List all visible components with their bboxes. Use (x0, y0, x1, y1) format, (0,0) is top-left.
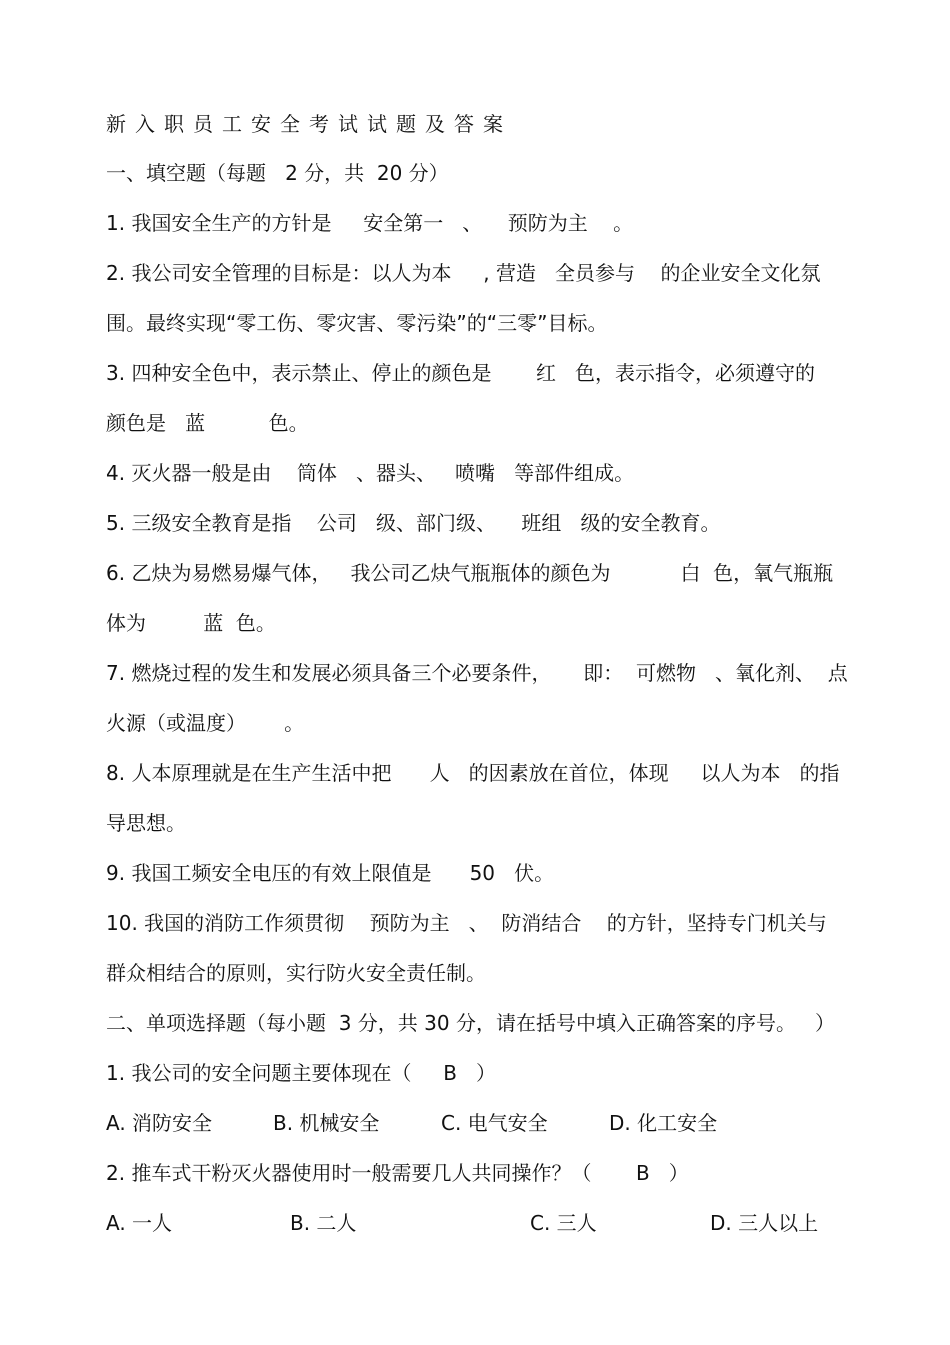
text-line: 7. 燃烧过程的发生和发展必须具备三个必要条件， 即： 可燃物 、氧化剂、 点 (106, 661, 848, 685)
text-line: 颜色是 蓝 色。 (106, 411, 309, 435)
question-text: 2. 推车式干粉灭火器使用时一般需要几人共同操作？（ B ） (106, 1161, 689, 1185)
text-line: 6. 乙炔为易燃易爆气体， 我公司乙炔气瓶瓶体的颜色为 白 色，氧气瓶瓶 (106, 561, 834, 585)
text-line: 导思想。 (106, 811, 186, 835)
text-line: 3. 四种安全色中，表示禁止、停止的颜色是 红 色，表示指令，必须遵守的 (106, 361, 816, 385)
text-line: 4. 灭火器一般是由 筒体 、器头、 喷嘴 等部件组成。 (106, 461, 635, 485)
section-heading-single-choice: 二、单项选择题（每小题 3 分，共 30 分，请在括号中填入正确答案的序号。 ） (106, 1011, 836, 1035)
option-a: A. 一人 (106, 1211, 173, 1235)
option-d: D. 化工安全 (609, 1111, 718, 1135)
text-line: 体为 蓝 色。 (106, 611, 276, 635)
text-line: 群众相结合的原则，实行防火安全责任制。 (106, 961, 486, 985)
text-line: 1. 我国安全生产的方针是 安全第一 、 预防为主 。 (106, 211, 634, 235)
option-d: D. 三人以上 (710, 1211, 819, 1235)
text-line: 2. 我公司安全管理的目标是：以人为本 , 营造 全员参与 的企业安全文化氛 (106, 261, 821, 285)
text-line: 9. 我国工频安全电压的有效上限值是 50 伏。 (106, 861, 555, 885)
option-b: B. 机械安全 (273, 1111, 380, 1135)
option-c: C. 三人 (530, 1211, 597, 1235)
text-line: 火源（或温度） 。 (106, 711, 305, 735)
text-line: 8. 人本原理就是在生产生活中把 人 的因素放在首位，体现 以人为本 的指 (106, 761, 840, 785)
text-line: 10. 我国的消防工作须贯彻 预防为主 、 防消结合 的方针，坚持专门机关与 (106, 911, 827, 935)
option-c: C. 电气安全 (441, 1111, 548, 1135)
document-title: 新入职员工安全考试试题及答案 (106, 112, 512, 136)
option-b: B. 二人 (290, 1211, 357, 1235)
text-line: 围。最终实现“零工伤、零灾害、零污染”的“三零”目标。 (106, 311, 608, 335)
section-heading-fill-blank: 一、填空题（每题 2 分，共 20 分） (106, 161, 449, 185)
text-line: 5. 三级安全教育是指 公司 级、部门级、 班组 级的安全教育。 (106, 511, 721, 535)
question-text: 1. 我公司的安全问题主要体现在（ B ） (106, 1061, 497, 1085)
option-a: A. 消防安全 (106, 1111, 213, 1135)
